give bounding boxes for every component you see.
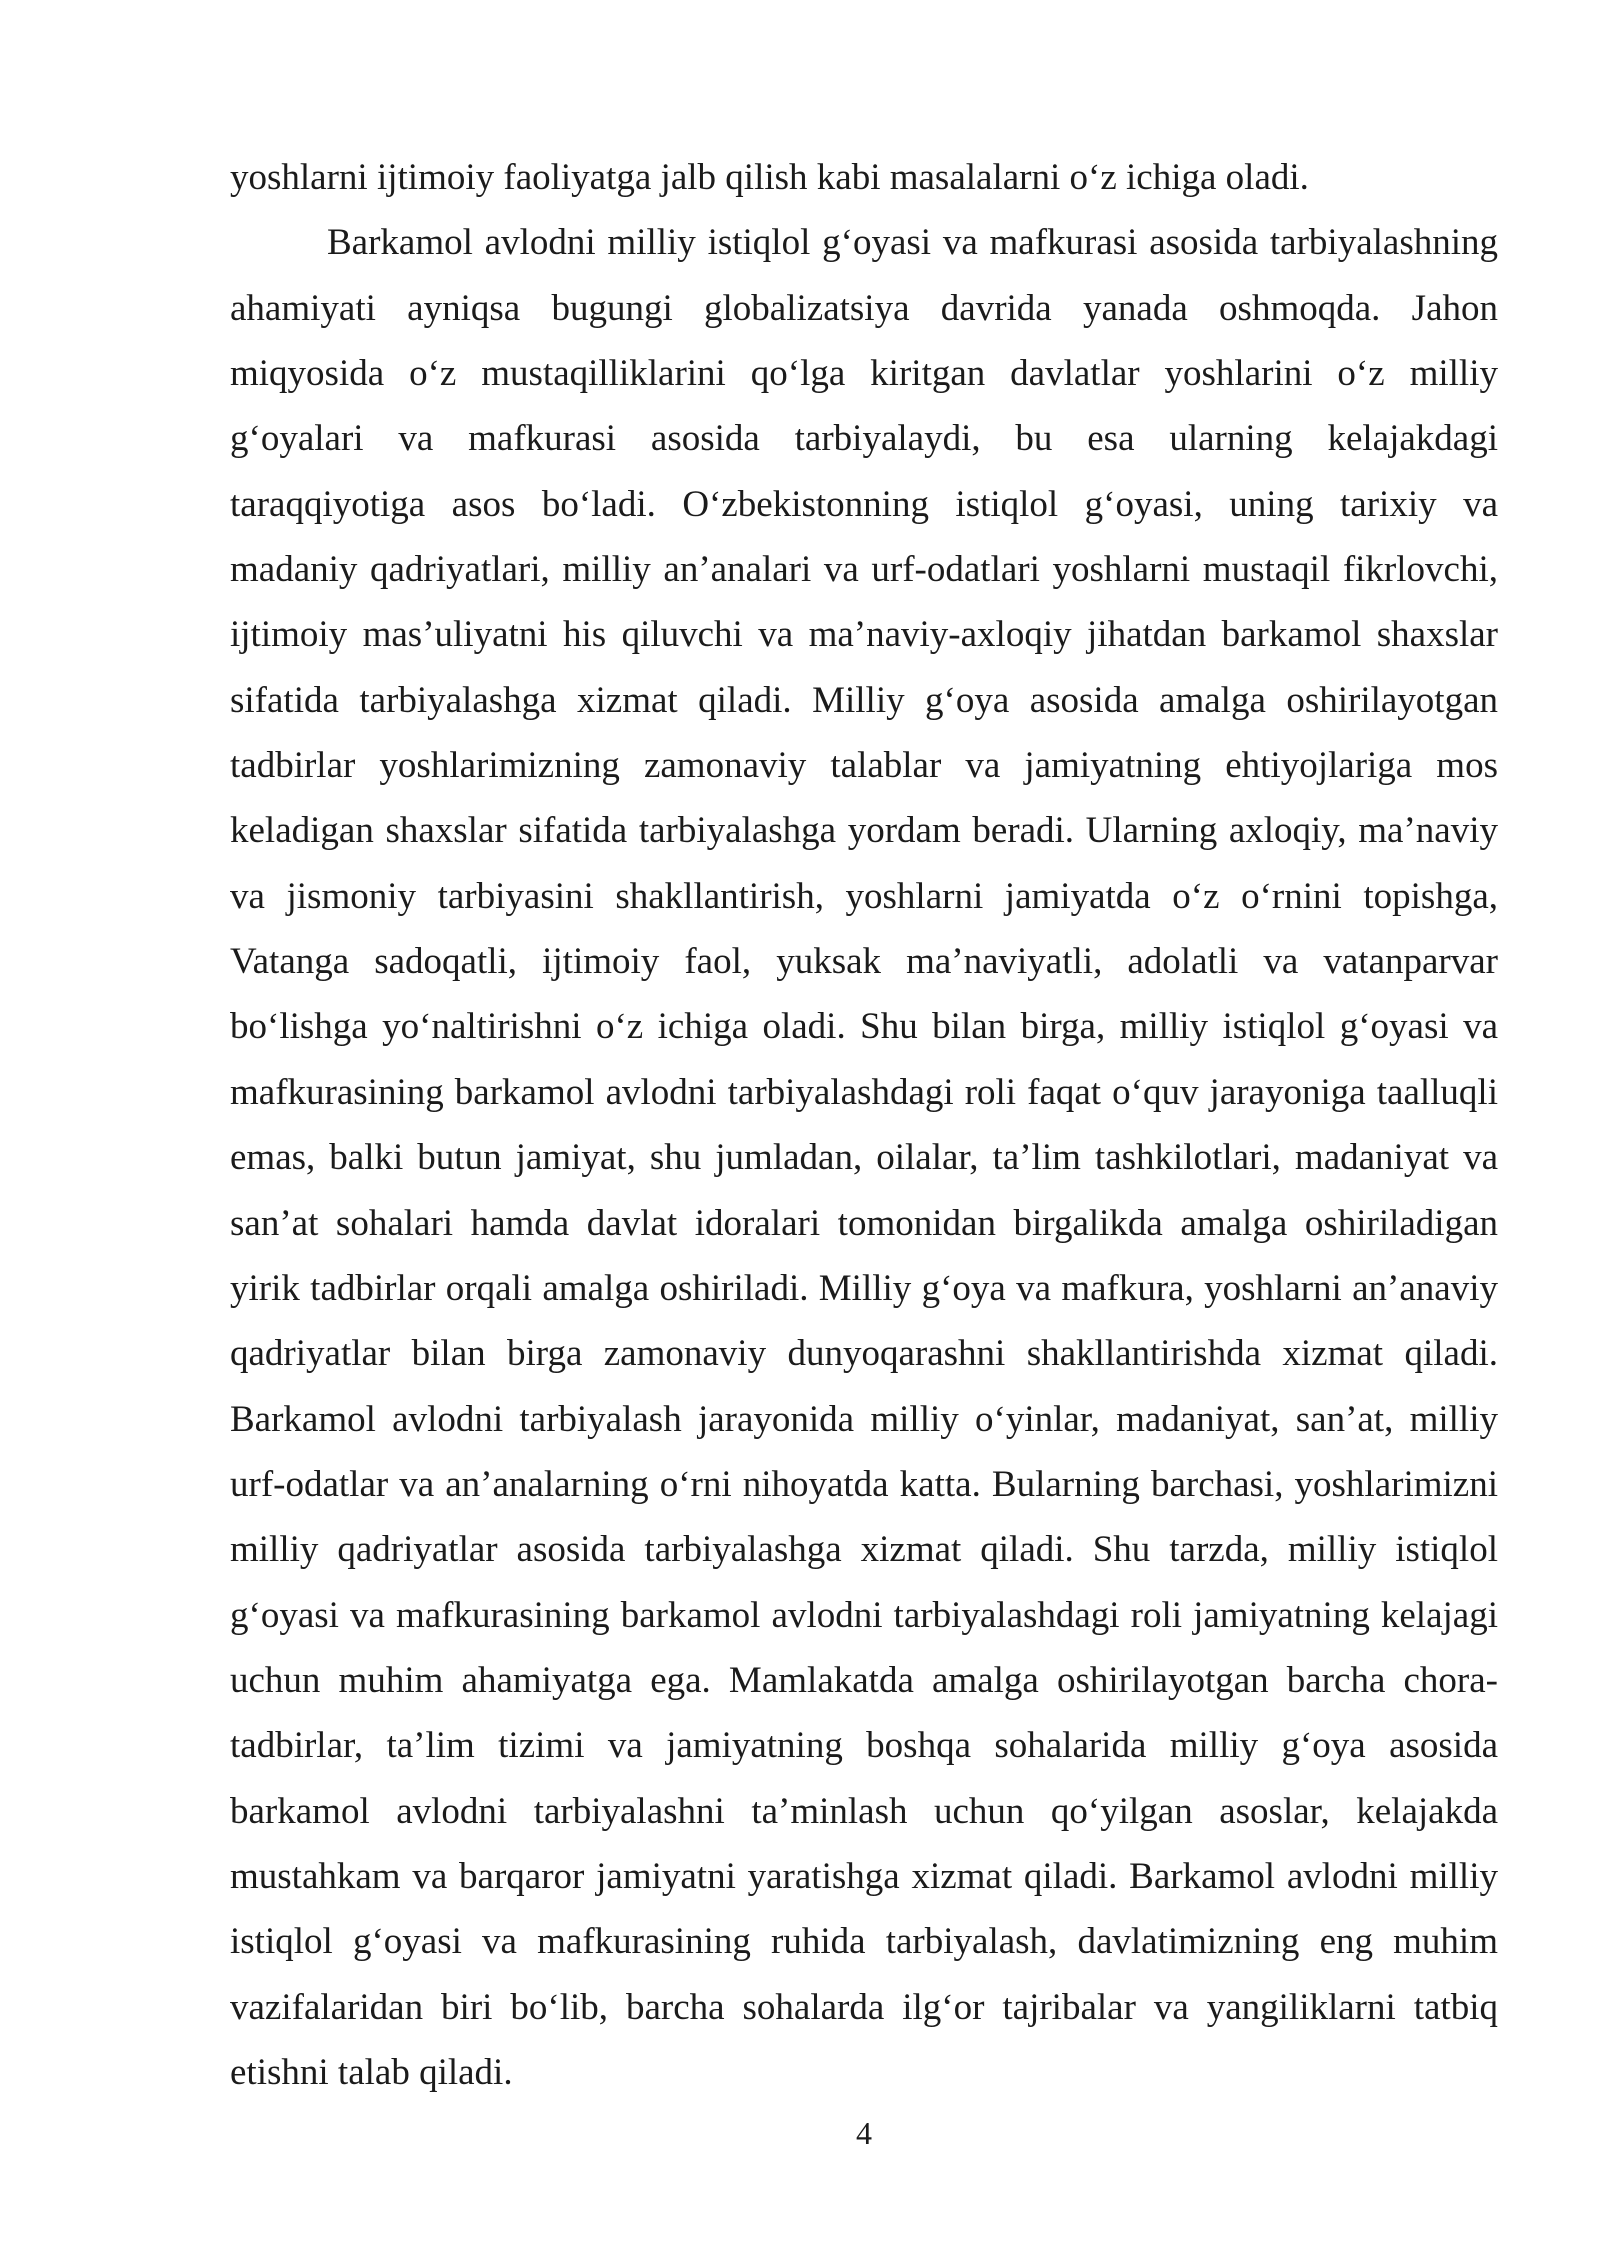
text-line: taraqqiyotiga asos bo‘ladi. O‘zbekistonning istiqlol g‘oyasi, uning tarixiy va [230,483,1498,525]
text-line: barkamol avlodni tarbiyalashni ta’minlash uchun qo‘yilgan asoslar, kelajakda [230,1790,1498,1832]
text-line: miqyosida o‘z mustaqilliklarini qo‘lga kiritgan davlatlar yoshlarini o‘z milliy [230,353,1498,395]
text-line: mafkurasining barkamol avlodni tarbiyalashdagi roli faqat o‘quv jarayoniga taalluqli [230,1071,1498,1113]
text-line: g‘oyasi va mafkurasining barkamol avlodni tarbiyalashdagi roli jamiyatning kelajagi [230,1594,1498,1636]
text-line: tadbirlar yoshlarimizning zamonaviy talablar va jamiyatning ehtiyojlariga mos [230,745,1498,787]
text-line: va jismoniy tarbiyasini shakllantirish, yoshlarni jamiyatda o‘z o‘rnini topishga, [230,875,1498,917]
text-line: ahamiyati ayniqsa bugungi globalizatsiya davrida yanada oshmoqda. Jahon [230,287,1498,329]
paragraph-continuation [230,145,1498,210]
text-line: urf-odatlar va an’analarning o‘rni nihoyatda katta. Bularning barchasi, yoshlarimizni [230,1463,1498,1505]
text-line-last: etishni talab qiladi. [230,2051,513,2093]
text-line: milliy qadriyatlar asosida tarbiyalashga xizmat qiladi. Shu tarzda, milliy istiqlol [230,1529,1498,1571]
text-line: uchun muhim ahamiyatga ega. Mamlakatda amalga oshirilayotgan barcha chora- [230,1659,1498,1701]
text-line: Barkamol avlodni tarbiyalash jarayonida milliy o‘yinlar, madaniyat, san’at, milliy [230,1398,1498,1440]
text-line: ijtimoiy mas’uliyatni his qiluvchi va ma’naviy-axloqiy jihatdan barkamol shaxslar [230,614,1498,656]
text-line: g‘oyalari va mafkurasi asosida tarbiyalaydi, bu esa ularning kelajakdagi [230,418,1498,460]
page-number: 4 [856,2115,872,2151]
text-line: yoshlarni ijtimoiy faoliyatga jalb qilish kabi masalalarni o‘z ichiga oladi. [230,157,1309,198]
text-line: bo‘lishga yo‘naltirishni o‘z ichiga oladi. Shu bilan birga, milliy istiqlol g‘oyasi va [230,1006,1498,1048]
text-line: emas, balki butun jamiyat, shu jumladan, oilalar, ta’lim tashkilotlari, madaniyat va [230,1137,1498,1179]
text-line: istiqlol g‘oyasi va mafkurasining ruhida tarbiyalash, davlatimizning eng muhim [230,1921,1498,1963]
text-line: tadbirlar, ta’lim tizimi va jamiyatning boshqa sohalarida milliy g‘oya asosida [230,1725,1498,1767]
text-line: mustahkam va barqaror jamiyatni yaratishga xizmat qiladi. Barkamol avlodni milliy [230,1855,1498,1897]
text-line: vazifalaridan biri bo‘lib, barcha sohalarda ilg‘or tajribalar va yangiliklarni tatbiq [230,1986,1498,2028]
text-line: qadriyatlar bilan birga zamonaviy dunyoqarashni shakllantirishda xizmat qiladi. [230,1333,1498,1375]
text-line: keladigan shaxslar sifatida tarbiyalashga yordam beradi. Ularning axloqiy, ma’naviy [230,810,1498,852]
text-line: sifatida tarbiyalashga xizmat qiladi. Milliy g‘oya asosida amalga oshirilayotgan [230,679,1498,721]
text-line: san’at sohalari hamda davlat idoralari tomonidan birgalikda amalga oshiriladigan [230,1202,1498,1244]
paragraph-main [230,210,1498,2105]
text-line: madaniy qadriyatlari, milliy an’analari va urf-odatlari yoshlarni mustaqil fikrlovchi, [230,549,1498,591]
text-line: Vatanga sadoqatli, ijtimoiy faol, yuksak ma’naviyatli, adolatli va vatanparvar [230,941,1498,983]
text-line-first: Barkamol avlodni milliy istiqlol g‘oyasi va mafkurasi asosida tarbiyalashning [327,222,1498,264]
text-line: yirik tadbirlar orqali amalga oshiriladi. Milliy g‘oya va mafkura, yoshlarni an’anaviy [230,1267,1498,1309]
body-text [230,145,1498,2105]
